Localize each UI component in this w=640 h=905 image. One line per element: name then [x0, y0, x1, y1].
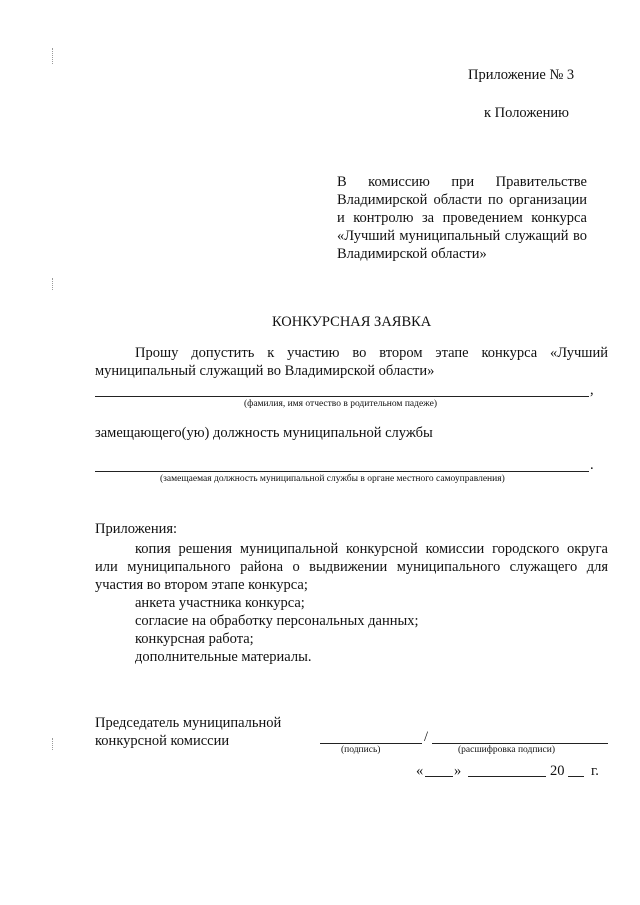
date-year-suffix: г.	[591, 763, 599, 779]
margin-mark	[52, 48, 54, 64]
appendix-number: Приложение № 3	[468, 67, 575, 83]
attachment-item: конкурсная работа;	[135, 631, 254, 647]
name-hint: (фамилия, имя отчество в родительном падеже)	[244, 399, 437, 409]
signature-blank-line[interactable]	[320, 743, 422, 744]
addressee-line: и контролю за проведением конкурса	[337, 210, 587, 226]
attachment-item: согласие на обработку персональных данных;	[135, 613, 419, 629]
position-hint: (замещаемая должность муниципальной службы в органе местного самоуправления)	[160, 474, 505, 484]
regulation-reference: к Положению	[484, 105, 569, 121]
name-line-comma: ,	[590, 382, 594, 398]
attachment-item: анкета участника конкурса;	[135, 595, 305, 611]
addressee-line: Владимирской области»	[337, 246, 487, 262]
attachments-heading: Приложения:	[95, 521, 178, 537]
date-day-blank[interactable]	[425, 776, 453, 777]
signature-decode-blank-line[interactable]	[432, 743, 608, 744]
signature-hint: (подпись)	[341, 745, 381, 755]
attachment-item-1-line-3: участия во втором этапе конкурса;	[95, 577, 308, 593]
attachment-item-1-line-2: или муниципального района о выдвижении муниципального служащего для	[95, 559, 608, 575]
request-line-2: муниципальный служащий во Владимирской области»	[95, 363, 435, 379]
attachment-item: дополнительные материалы.	[135, 649, 312, 665]
attachment-item-1-line-1: копия решения муниципальной конкурсной комиссии городского округа	[135, 541, 608, 557]
position-blank-line[interactable]	[95, 471, 589, 472]
addressee-line: В комиссию при Правительстве	[337, 174, 587, 190]
signature-decode-hint: (расшифровка подписи)	[458, 745, 555, 755]
addressee-line: Владимирской области по организации	[337, 192, 587, 208]
position-intro: замещающего(ую) должность муниципальной службы	[95, 425, 433, 441]
addressee-block	[337, 173, 587, 263]
position-line-period: .	[590, 457, 594, 473]
document-title: КОНКУРСНАЯ ЗАЯВКА	[272, 314, 432, 330]
margin-mark	[52, 278, 54, 290]
chair-title-line-1: Председатель муниципальной	[95, 715, 282, 731]
addressee-line: «Лучший муниципальный служащий во	[337, 228, 587, 244]
chair-title-line-2: конкурсной комиссии	[95, 733, 230, 749]
date-month-blank[interactable]	[468, 776, 546, 777]
date-year-blank[interactable]	[568, 776, 584, 777]
date-open-quote: «	[416, 763, 424, 779]
request-line-1: Прошу допустить к участию во втором этапе конкурса «Лучший	[135, 345, 608, 361]
margin-mark	[52, 738, 54, 750]
date-year-prefix: 20	[550, 763, 565, 779]
date-close-quote: »	[454, 763, 462, 779]
signature-slash: /	[424, 729, 429, 745]
name-blank-line[interactable]	[95, 396, 589, 397]
